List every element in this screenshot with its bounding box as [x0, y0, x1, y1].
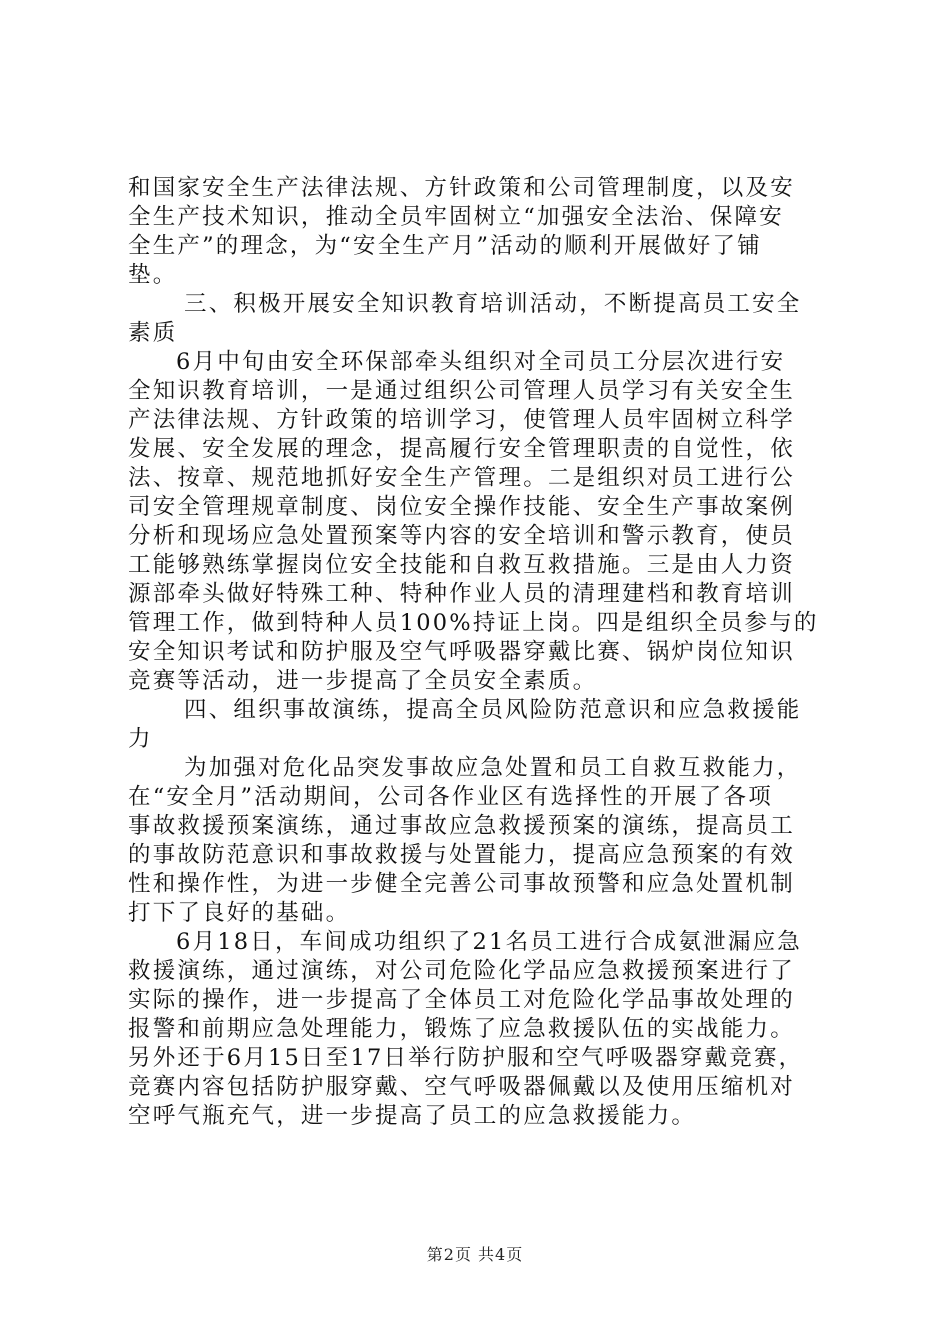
body-line: 司安全管理规章制度、岗位安全操作技能、安全生产事故案例 — [128, 494, 795, 520]
body-line: 源部牵头做好特殊工种、特种作业人员的清理建档和教育培训 — [128, 581, 795, 607]
body-line: 工能够熟练掌握岗位安全技能和自救互救措施。三是由人力资 — [128, 552, 795, 578]
page-number-footer: 第2页 共4页 — [426, 1245, 524, 1264]
body-line: 打下了良好的基础。 — [128, 900, 351, 926]
body-line: 产法律法规、方针政策的培训学习，使管理人员牢固树立科学 — [128, 407, 795, 433]
body-line: 安全知识考试和防护服及空气呼吸器穿戴比赛、锅炉岗位知识 — [128, 639, 795, 665]
body-line: 6月18日，车间成功组织了21名员工进行合成氨泄漏应急 — [176, 929, 802, 955]
body-line: 垫。 — [128, 262, 178, 288]
body-line: 报警和前期应急处理能力，锻炼了应急救援队伍的实战能力。 — [128, 1016, 795, 1042]
body-line: 发展、安全发展的理念，提高履行安全管理职责的自觉性，依 — [128, 436, 795, 462]
body-line: 管理工作，做到特种人员100%持证上岗。四是组织全员参与的 — [128, 610, 819, 636]
body-line: 法、按章、规范地抓好安全生产管理。二是组织对员工进行公 — [128, 465, 795, 491]
body-line: 全知识教育培训，一是通过组织公司管理人员学习有关安全生 — [128, 378, 795, 404]
body-line: 全生产”的理念，为“安全生产月”活动的顺利开展做好了铺 — [128, 233, 762, 259]
body-line: 竞赛等活动，进一步提高了全员安全素质。 — [128, 668, 598, 694]
body-line: 实际的操作，进一步提高了全体员工对危险化学品事故处理的 — [128, 987, 795, 1013]
section-heading-4-cont: 力 — [128, 726, 153, 752]
document-body — [128, 174, 834, 1131]
body-line: 和国家安全生产法律法规、方针政策和公司管理制度，以及安 — [128, 175, 795, 201]
body-line: 救援演练，通过演练，对公司危险化学品应急救援预案进行了 — [128, 958, 795, 984]
body-line: 性和操作性，为进一步健全完善公司事故预警和应急处置机制 — [128, 871, 795, 897]
body-line: 分析和现场应急处置预案等内容的安全培训和警示教育，使员 — [128, 523, 795, 549]
section-heading-4: 四、组织事故演练，提高全员风险防范意识和应急救援能 — [184, 697, 802, 723]
body-line: 在“安全月”活动期间，公司各作业区有选择性的开展了各项 — [128, 784, 773, 810]
body-line: 的事故防范意识和事故救援与处置能力，提高应急预案的有效 — [128, 842, 795, 868]
body-line: 事故救援预案演练，通过事故应急救援预案的演练，提高员工 — [128, 813, 795, 839]
body-line: 竞赛内容包括防护服穿戴、空气呼吸器佩戴以及使用压缩机对 — [128, 1074, 795, 1100]
body-line: 空呼气瓶充气，进一步提高了员工的应急救援能力。 — [128, 1103, 697, 1129]
body-line: 为加强对危化品突发事故应急处置和员工自救互救能力， — [184, 755, 802, 781]
section-heading-3-cont: 素质 — [128, 320, 178, 346]
body-line: 另外还于6月15日至17日举行防护服和空气呼吸器穿戴竞赛， — [128, 1045, 804, 1071]
body-line: 6月中旬由安全环保部牵头组织对全司员工分层次进行安 — [176, 349, 786, 375]
section-heading-3: 三、积极开展安全知识教育培训活动，不断提高员工安全 — [184, 291, 802, 317]
body-line: 全生产技术知识，推动全员牢固树立“加强安全法治、保障安 — [128, 204, 784, 230]
